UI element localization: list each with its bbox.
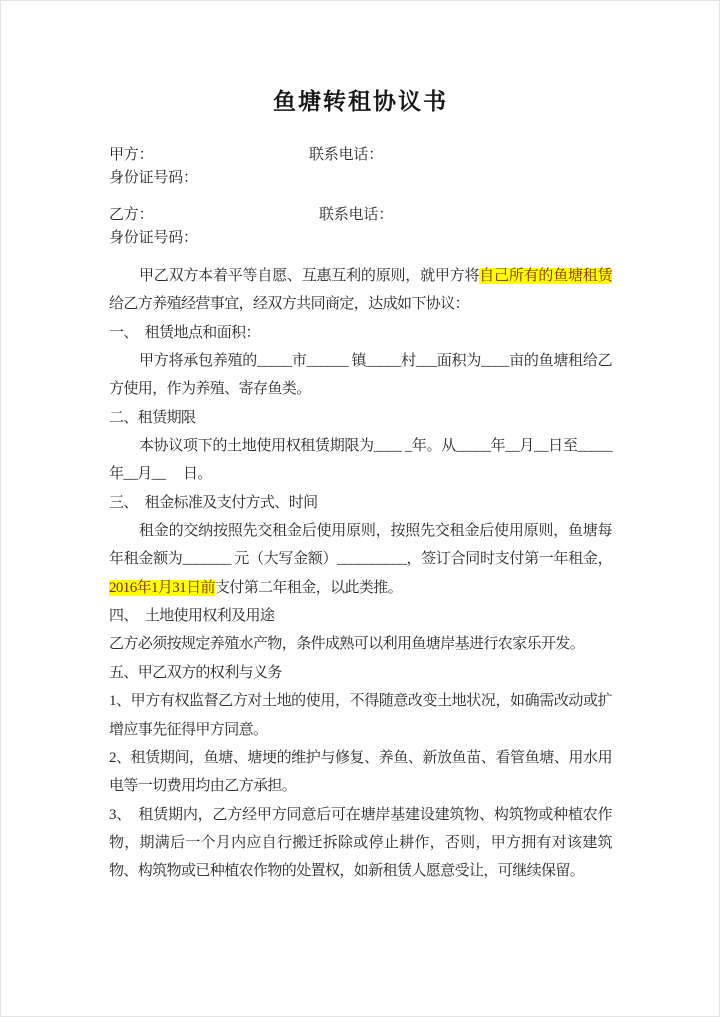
section-3-text-pre: 租金的交纳按照先交租金后使用原则，按照先交租金后使用原则，鱼塘每年租金额为_______ 元（大写金额）__________，签订合同时支付第一年租金， [109, 523, 612, 568]
party-b-phone-label: 联系电话： [319, 207, 394, 223]
section-5-item-2: 2、租赁期间，鱼塘、塘埂的维护与修复、养鱼、新放鱼苗、看管鱼塘、用水用电等一切费用均由乙方承担。 [109, 749, 612, 795]
party-a-id-line [109, 167, 612, 190]
section-3-heading: 三、 租金标准及支付方式、时间 [109, 494, 318, 511]
section-3-text-post: 支付第二年租金，以此类推。 [214, 579, 403, 596]
intro-paragraph [109, 262, 612, 319]
intro-text-pre: 甲乙双方本着平等自愿、互惠互利的原则，就甲方将 [139, 268, 480, 284]
section-1-paragraph: 甲方将承包养殖的_____市______ 镇_____村___面积为____亩的鱼塘租给乙方使用，作为养殖、寄存鱼类。 [109, 353, 612, 398]
party-b-label: 乙方： [109, 207, 154, 223]
document-body [109, 262, 612, 886]
highlight-payment-date: 2016年1月31日前 [109, 579, 215, 596]
section-2-heading: 二、租赁期限 [109, 409, 196, 426]
section-3-paragraph [109, 517, 612, 602]
party-b-block [109, 204, 612, 250]
section-4-heading: 四、 土地使用权利及用途 [109, 608, 275, 625]
party-a-block [109, 144, 612, 190]
intro-text-post: 给乙方养殖经营事宜，经双方共同商定，达成如下协议： [109, 296, 470, 313]
party-b-line [109, 204, 612, 227]
page-title: 鱼塘转租协议书 [273, 89, 448, 114]
section-1-heading: 一、 租赁地点和面积： [109, 324, 260, 341]
party-a-label: 甲方： [109, 147, 154, 163]
party-b-id-label: 身份证号码： [109, 230, 198, 246]
parties-section [109, 144, 612, 250]
party-b-id-line [109, 227, 612, 250]
section-5-item-3: 3、 租赁期内，乙方经甲方同意后可在塘岸基建设建筑物、构筑物或种植农作物，期满后一个月内应自行搬迁拆除或停止耕作，否则，甲方拥有对该建筑物、构筑物或已种植农作物的处置权，如新租赁人愿意受让，可继续保留。 [109, 806, 612, 880]
party-a-phone-label: 联系电话： [309, 147, 384, 163]
section-5-item-1: 1、甲方有权监督乙方对土地的使用，不得随意改变土地状况，如确需改动或扩增应事先征得甲方同意。 [109, 693, 612, 738]
party-a-line [109, 144, 612, 167]
section-5-heading: 五、甲乙双方的权利与义务 [109, 664, 282, 681]
section-2-paragraph: 本协议项下的土地使用权租赁期限为____ _年。从_____年__月__日至_____年__月__ 日。 [109, 438, 612, 483]
section-4-paragraph: 乙方必须按规定养殖水产物，条件成熟可以利用鱼塘岸基进行农家乐开发。 [109, 636, 585, 653]
party-a-id-label: 身份证号码： [109, 170, 198, 186]
highlight-fish-pond-lease: 自己所有的鱼塘租赁 [479, 268, 612, 284]
